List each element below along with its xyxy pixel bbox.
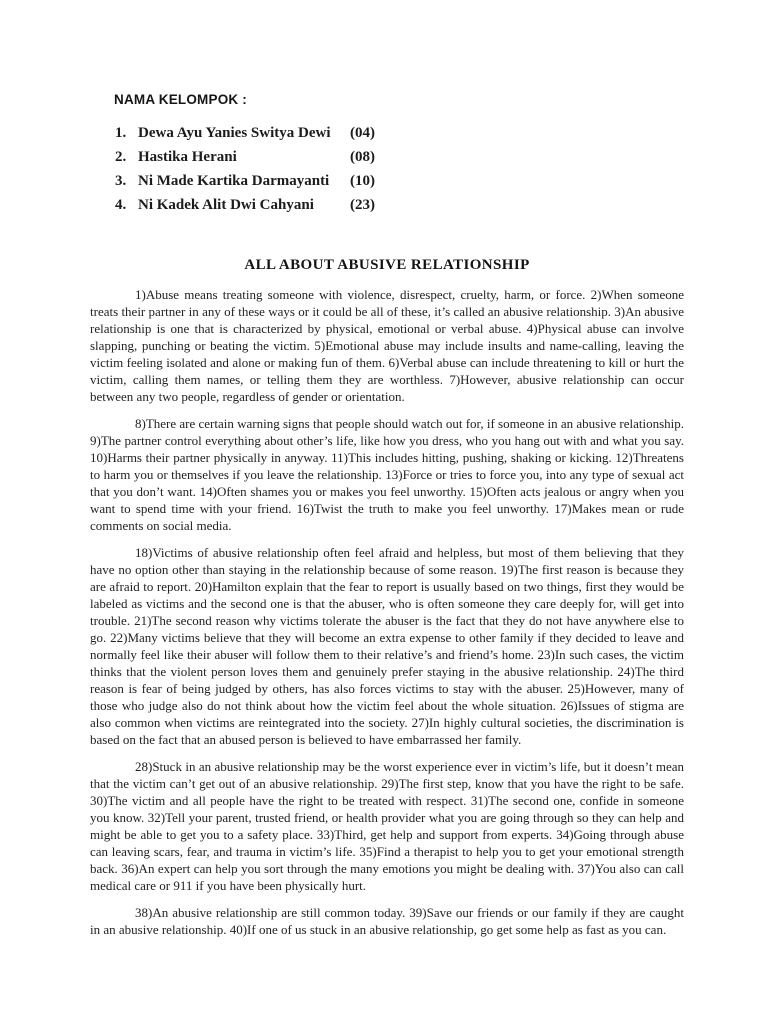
member-index: 4. [115,197,127,213]
member-index: 2. [115,149,127,165]
member-index: 1. [115,125,127,141]
member-name: Hastika Herani [138,149,237,165]
paragraph-5: 38)An abusive relationship are still common today. 39)Save our friends or our family if they are caught in an abusive relationship. 40)If one of us stuck in an abusive relationship, go get some help as fast as you can. [90,905,684,937]
paragraph-3: 18)Victims of abusive relationship often feel afraid and helpless, but most of them believing that they have no option other than staying in the relationship because of some reason. 19)The first reason is because they are afraid to report. 20)Hamilton explain that the fear to report is usually based on two things, first they would be labeled as victims and the second one is that the abuser, who is often someone they care deeply for, will get into trouble. 21)The second reason why victims tolerate the abuser is the fact that they do not have anywhere else to go. 22)Many victims believe that they will become an extra expense to other family if they decided to leave and normally feel like their abuser will follow them to their relative’s and friend’s home. 23)In such cases, the victim thinks that the violent person loves them and genuinely prefer staying in the abusive relationship. 24)The third reason is fear of being judged by others, has also forces victims to stay with the abuser. 25)However, many of those who judge also do not think about how the victim feel about the whole situation. 26)Issues of stigma are also common when victims are reintegrated into the society. 27)In highly cultural societies, the discrimination is based on the fact that an abused person is believed to have embarrassed her family. [90,545,684,747]
group-header: NAMA KELOMPOK : [114,92,247,107]
document-title: ALL ABOUT ABUSIVE RELATIONSHIP [244,257,530,273]
paragraph-4: 28)Stuck in an abusive relationship may be the worst experience ever in victim’s life, but it doesn’t mean that the victim can’t get out of an abusive relationship. 29)The first step, know that you have the right to be safe. 30)The victim and all people have the right to be treated with respect. 31)The second one, confide in someone you know. 32)Tell your parent, trusted friend, or health provider what you are going through so they can help and might be able to get you to a safety place. 33)Third, get help and support from experts. 34)Going through abuse can leaving scars, fear, and trauma in victim’s life. 35)Find a therapist to help you to get your emotional strength back. 36)An expert can help you sort through the many emotions you might be dealing with. 37)You also can call medical care or 911 if you have been physically hurt. [90,759,684,893]
member-index: 3. [115,173,127,189]
paragraph-2: 8)There are certain warning signs that people should watch out for, if someone in an abusive relationship. 9)The partner control everything about other’s life, like how you dress, who you hang out with and what you say. 10)Harms their partner physically in anyway. 11)This includes hitting, pushing, shaking or kicking. 12)Threatens to harm you or themselves if you leave the relationship. 13)Force or tries to force you, into any type of sexual act that you don’t want. 14)Often shames you or makes you feel unworthy. 15)Often acts jealous or angry when you want to spend time with your friend. 16)Twist the truth to make you feel unworthy. 17)Makes mean or rude comments on social media. [90,416,684,533]
member-list [115,125,684,221]
member-name: Ni Kadek Alit Dwi Cahyani [138,197,314,213]
member-row [115,173,684,197]
member-number: (08) [350,149,375,165]
member-row [115,197,684,221]
paragraph-1: 1)Abuse means treating someone with violence, disrespect, cruelty, harm, or force. 2)When someone treats their partner in any of these ways or it could be all of these, it’s called an abusive relationship. 3)An abusive relationship is one that is characterized by physical, emotional or verbal abuse. 4)Physical abuse can involve slapping, punching or beating the victim. 5)Emotional abuse may include insults and name-calling, leaving the victim feeling isolated and alone or making fun of them. 6)Verbal abuse can include threatening to kill or hurt the victim, calling them names, or telling them they are worthless. 7)However, abusive relationship can occur between any two people, regardless of gender or orientation. [90,287,684,404]
member-name: Dewa Ayu Yanies Switya Dewi [138,125,331,141]
member-number: (04) [350,125,375,141]
member-number: (23) [350,197,375,213]
member-row [115,125,684,149]
member-number: (10) [350,173,375,189]
member-name: Ni Made Kartika Darmayanti [138,173,330,189]
member-row [115,149,684,173]
document-body [90,286,684,938]
